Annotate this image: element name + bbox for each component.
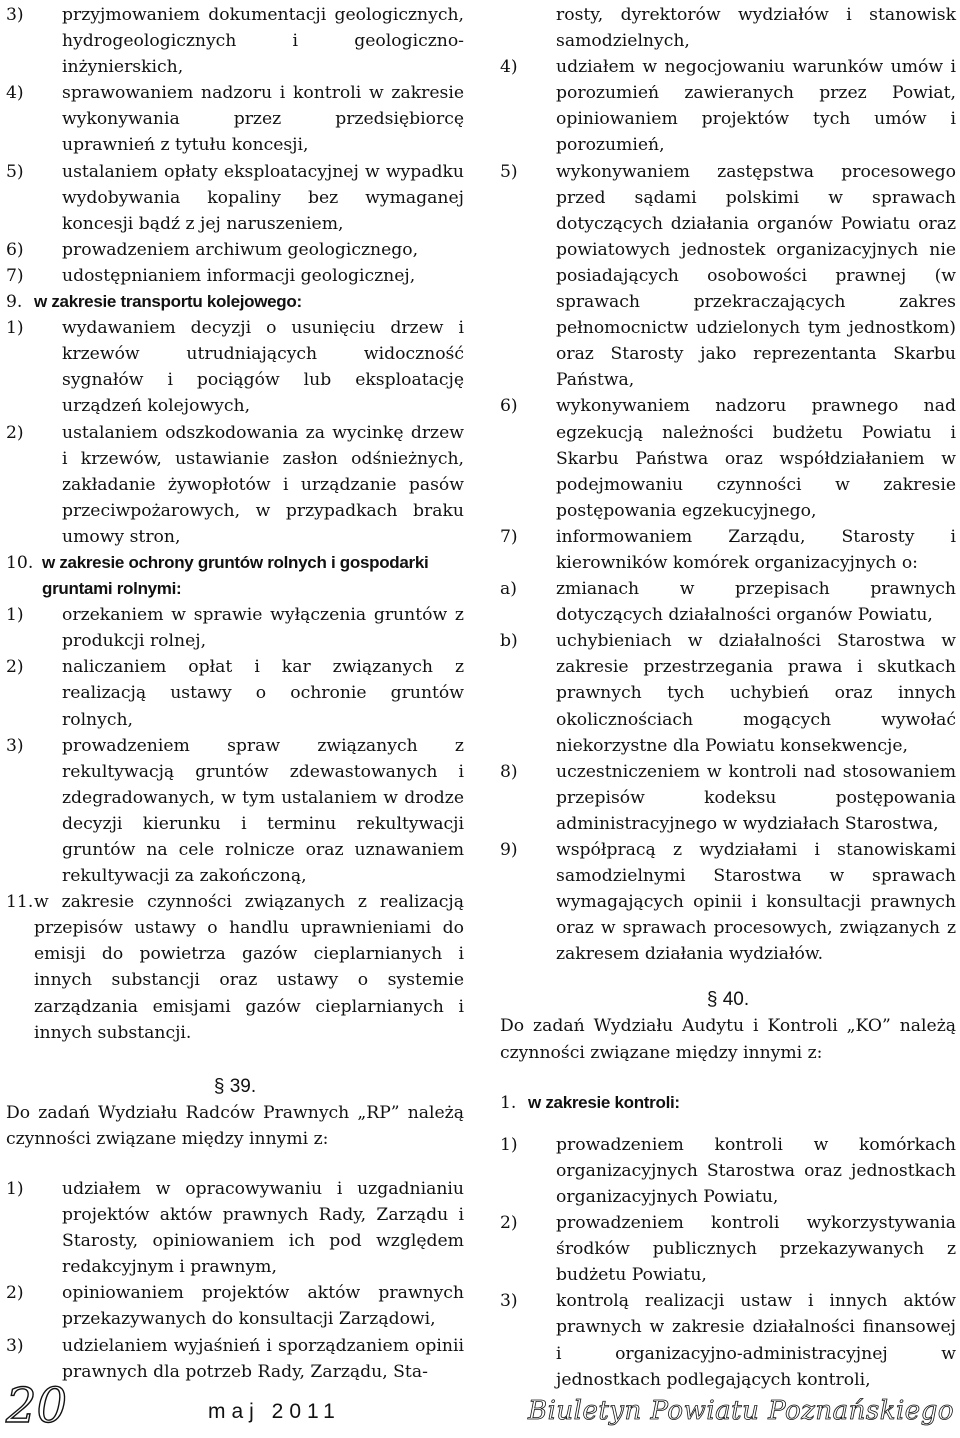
paragraph-40-intro: Do zadań Wydziału Audytu i Kontroli „KO” należą czynności związane między innymi z:: [500, 1016, 956, 1063]
item-text: kontrolą realizacji ustaw i innych aktów prawnych w zakresie działalności finansowej i organizacyjno-administracyjnej w jednostkach podlegających kontroli,: [556, 1291, 956, 1390]
item-number: 2): [6, 1283, 24, 1304]
list-item: [500, 159, 956, 394]
item-number: 9): [500, 840, 518, 860]
item-number: 3): [500, 1291, 518, 1312]
list-item: [6, 1280, 464, 1332]
section-number: 11.: [6, 892, 34, 913]
item-text: wydawaniem decyzji o usunięciu drzew i krzewów utrudniających widoczność sygnałów i pociągów lub eksploatację urządzeń kolejowych,: [62, 318, 464, 417]
item-text: prowadzeniem spraw związanych z rekultywacją gruntów zdewastowanych i zdegradowanych, w tym ustalaniem w drodze decyzji kierunku i terminu rekultywacji gruntów na cele rolnicze oraz uznawaniem rekultywacji za zakończoną,: [62, 735, 464, 887]
item-text: informowaniem Zarządu, Starosty i kierowników komórek organizacyjnych o:: [556, 526, 956, 573]
item-text: współpracą z wydziałami i stanowiskami samodzielnymi Starostwa w sprawach wymagających opinii i konsultacji prawnych oraz w sprawach procesowych, związanych z zakresem działania wydziałów.: [556, 840, 956, 965]
item-number: 1): [6, 605, 24, 626]
list-item: [500, 1288, 956, 1392]
item-text: rosty, dyrektorów wydziałów i stanowisk samodzielnych,: [556, 5, 956, 52]
item-text: wykonywaniem zastępstwa procesowego przed sądami polskimi w sprawach dotyczących działania organów Powiatu oraz powiatowych jednostek organizacyjnych nie posiadających osobowości prawnej (w sprawach przekraczających zakres pełnomocnictw udzielonych tym jednostkom) oraz Starosty jako reprezentanta Skarbu Państwa,: [556, 161, 956, 391]
list-item: [6, 263, 464, 289]
item-text: opiniowaniem projektów aktów prawnych przekazywanych do konsultacji Zarządowi,: [62, 1283, 464, 1330]
list-item: [6, 733, 464, 890]
list-item: [500, 1210, 956, 1288]
list-item: [500, 393, 956, 523]
publication-title: Biuletyn Powiatu Poznańskiego: [527, 1396, 954, 1426]
item-number: 1): [500, 1134, 518, 1155]
section-heading-9: [6, 289, 464, 315]
list-item: [6, 1333, 464, 1385]
issue-date: maj 2011: [208, 1400, 341, 1423]
list-item: [6, 602, 464, 654]
item-text: zmianach w przepisach prawnych dotyczących działalności organów Powiatu,: [556, 579, 956, 626]
section-title: w zakresie kontroli:: [528, 1092, 680, 1112]
item-number: 6): [6, 239, 24, 260]
list-item: [6, 420, 464, 550]
item-text: ustalaniem opłaty eksploatacyjnej w wypadku wydobywania kopaliny bez wymaganej koncesji bądź z jej naruszeniem,: [62, 161, 464, 234]
item-text: udzielaniem wyjaśnień i sporządzaniem opinii prawnych dla potrzeb Rady, Zarządu, Sta-: [62, 1335, 464, 1382]
paragraph-39-intro: Do zadań Wydziału Radców Prawnych „RP” należą czynności związane między innymi z:: [6, 1102, 464, 1149]
section-text: w zakresie czynności związanych z realizacją przepisów ustawy o handlu uprawnieniami do emisji do powietrza gazów cieplarnianych i innych substancji oraz ustawy o systemie zarządzania emisjami gazów cieplarnianych i innych substancji.: [34, 892, 464, 1043]
item-text: orzekaniem w sprawie wyłączenia gruntów z produkcji rolnej,: [62, 605, 464, 652]
item-number: 2): [500, 1213, 518, 1234]
section-number: 9.: [6, 292, 23, 313]
list-item: [500, 54, 956, 158]
item-text: przyjmowaniem dokumentacji geologicznych, hydrogeologicznych i geologiczno-inżynierskich,: [62, 5, 464, 78]
item-text: ustalaniem odszkodowania za wycinkę drzew i krzewów, ustawianie zasłon odśnieżnych, zakładanie żywopłotów i urządzanie pasów przeciwpożarowych, w przypadkach braku umowy stron,: [62, 422, 464, 547]
item-number: b): [500, 631, 518, 652]
item-number: 7): [6, 265, 24, 286]
item-number: 3): [6, 5, 24, 25]
section-heading-11: [6, 889, 464, 1046]
item-text: udziałem w negocjowaniu warunków umów i porozumień zawieranych przez Powiat, opiniowaniem projektów tych umów i porozumień,: [556, 57, 956, 156]
list-item: [500, 576, 956, 628]
list-item: [500, 1132, 956, 1210]
section-title: w zakresie transportu kolejowego:: [34, 292, 302, 312]
item-number: 7): [500, 526, 518, 547]
list-item: [500, 837, 956, 967]
list-item: [6, 1176, 464, 1280]
paragraph-40-heading: § 40.: [706, 989, 750, 1011]
paragraph-39-heading: § 39.: [213, 1075, 257, 1097]
section-heading-10: [6, 550, 464, 602]
item-text: prowadzeniem kontroli w komórkach organizacyjnych Starostwa oraz jednostkach organizacyjnych Powiatu,: [556, 1134, 956, 1207]
item-number: 1): [6, 318, 24, 339]
list-item: [6, 237, 464, 263]
list-item-continuation: [500, 2, 956, 54]
item-text: uchybieniach w działalności Starostwa w zakresie przestrzegania prawa i skutkach prawnych tych uchybień oraz innych okolicznościach mogących wywołać niekorzystne dla Powiatu konsekwencje,: [556, 631, 956, 756]
list-item: [6, 2, 464, 80]
page-number: 20: [6, 1378, 68, 1434]
list-item: [6, 80, 464, 158]
list-item: [6, 654, 464, 732]
item-number: 4): [6, 83, 24, 104]
item-number: 2): [6, 422, 24, 443]
list-item: [500, 628, 956, 758]
item-number: 5): [500, 161, 518, 182]
item-number: 2): [6, 657, 24, 678]
list-item: [500, 524, 956, 576]
item-number: 1): [6, 1178, 24, 1199]
section-heading-1: [500, 1090, 956, 1116]
list-item: [6, 159, 464, 237]
item-text: naliczaniem opłat i kar związanych z realizacją ustawy o ochronie gruntów rolnych,: [62, 657, 464, 730]
item-number: 8): [500, 761, 518, 782]
item-text: prowadzeniem kontroli wykorzystywania środków publicznych przekazywanych z budżetu Powiatu,: [556, 1213, 956, 1286]
list-item: [6, 315, 464, 419]
item-text: sprawowaniem nadzoru i kontroli w zakresie wykonywania przez przedsiębiorcę uprawnień z tytułu koncesji,: [62, 83, 464, 156]
section-number: 10.: [6, 552, 34, 573]
page-footer: [0, 1378, 960, 1438]
item-number: a): [500, 579, 517, 600]
item-number: 4): [500, 57, 518, 78]
item-text: wykonywaniem nadzoru prawnego nad egzekucją należności budżetu Powiatu i Skarbu Państwa oraz współdziałaniem w podejmowaniu czynności w zakresie postępowania egzekucyjnego,: [556, 396, 956, 521]
section-number: 1.: [500, 1092, 517, 1113]
item-text: uczestniczeniem w kontroli nad stosowaniem przepisów kodeksu postępowania administracyjnego w wydziałach Starostwa,: [556, 761, 956, 834]
item-number: 3): [6, 735, 24, 756]
left-column: [6, 2, 464, 1385]
item-number: 6): [500, 396, 518, 417]
right-column: [500, 2, 956, 1393]
item-number: 5): [6, 161, 24, 182]
section-title: w zakresie ochrony gruntów rolnych i gospodarki gruntami rolnymi:: [42, 552, 429, 599]
item-text: udziałem w opracowywaniu i uzgadnianiu projektów aktów prawnych Rady, Zarządu i Starosty, opiniowaniem ich pod względem redakcyjnym i prawnym,: [62, 1178, 464, 1278]
item-number: 3): [6, 1335, 24, 1356]
list-item: [500, 759, 956, 837]
item-text: udostępnianiem informacji geologicznej,: [62, 265, 416, 286]
item-text: prowadzeniem archiwum geologicznego,: [62, 239, 419, 260]
